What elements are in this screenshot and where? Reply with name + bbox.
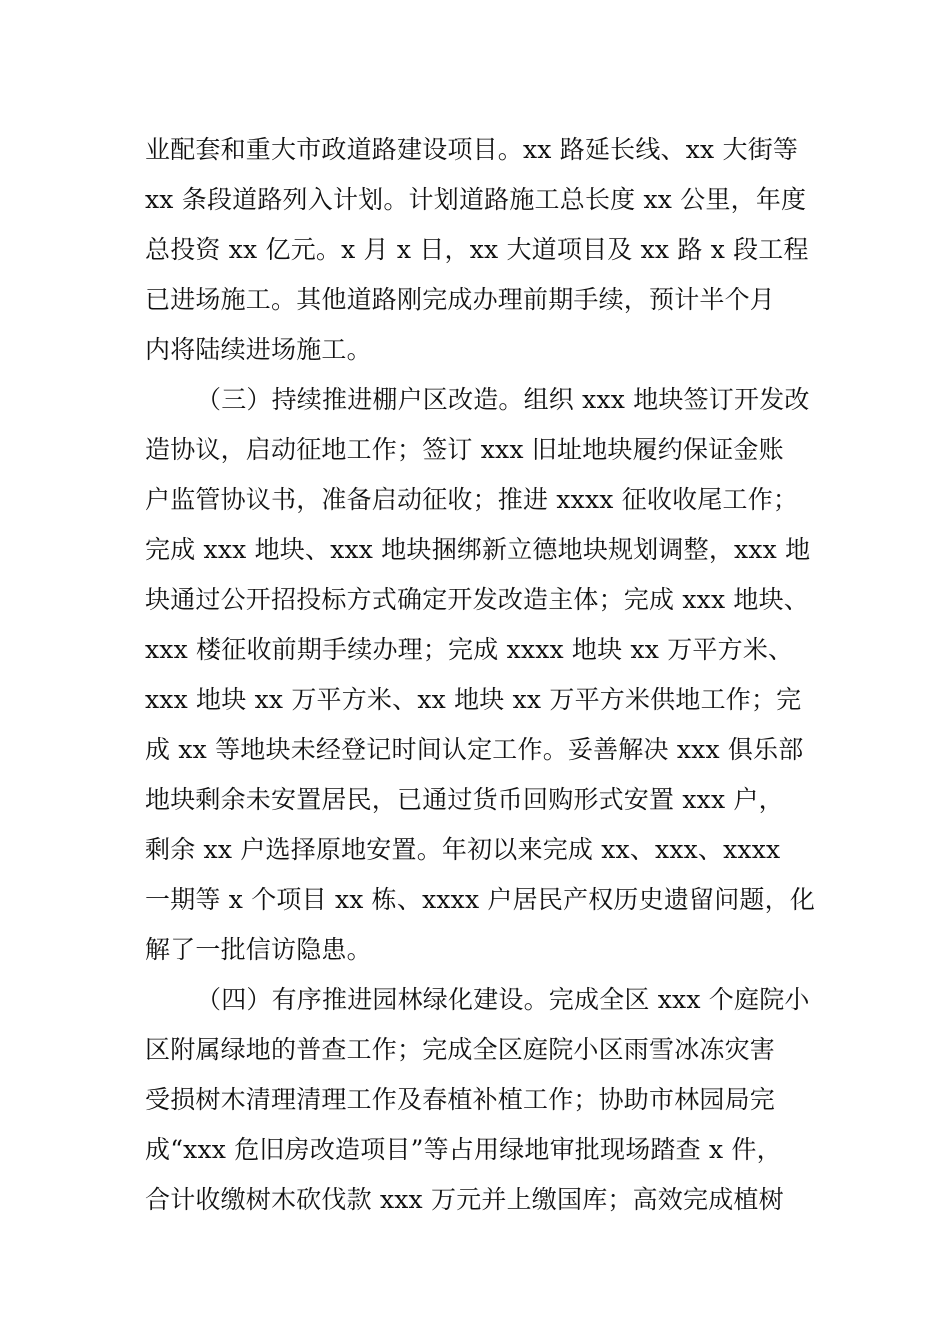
text-line: 块通过公开招投标方式确定开发改造主体；完成 xxx 地块、 [145, 585, 809, 614]
text-line: xxx 楼征收前期手续办理；完成 xxxx 地块 xx 万平方米、 [145, 635, 794, 664]
text-line: 成 xx 等地块未经登记时间认定工作。妥善解决 xxx 俱乐部 [145, 735, 804, 764]
text-line: 已进场施工。其他道路刚完成办理前期手续，预计半个月 [145, 285, 776, 314]
section-heading-line: （三）持续推进棚户区改造。组织 xxx 地块签订开发改 [196, 385, 810, 414]
text-line: 总投资 xx 亿元。x 月 x 日，xx 大道项目及 xx 路 x 段工程 [145, 235, 809, 264]
text-line: xx 条段道路列入计划。计划道路施工总长度 xx 公里，年度 [145, 185, 807, 214]
text-line: xxx 地块 xx 万平方米、xx 地块 xx 万平方米供地工作；完 [145, 685, 802, 714]
text-line: 成“xxx 危旧房改造项目”等占用绿地审批现场踏查 x 件， [145, 1135, 782, 1164]
section-heading-line: （四）有序推进园林绿化建设。完成全区 xxx 个庭院小 [196, 985, 810, 1014]
text-line: 剩余 xx 户选择原地安置。年初以来完成 xx、xxx、xxxx [145, 835, 781, 864]
text-line: 解了一批信访隐患。 [145, 935, 372, 964]
text-line: 内将陆续进场施工。 [145, 335, 372, 364]
text-line: 合计收缴树木砍伐款 xxx 万元并上缴国库；高效完成植树 [145, 1185, 784, 1214]
text-line: 完成 xxx 地块、xxx 地块捆绑新立德地块规划调整，xxx 地 [145, 535, 811, 564]
text-line: 地块剩余未安置居民，已通过货币回购形式安置 xxx 户， [145, 785, 784, 814]
text-line: 区附属绿地的普查工作；完成全区庭院小区雨雪冰冻灾害 [145, 1035, 776, 1064]
text-line: 业配套和重大市政道路建设项目。xx 路延长线、xx 大街等 [145, 135, 799, 164]
text-line: 造协议，启动征地工作；签订 xxx 旧址地块履约保证金账 [145, 435, 784, 464]
text-line: 受损树木清理清理工作及春植补植工作；协助市林园局完 [145, 1085, 776, 1114]
text-line: 户监管协议书，准备启动征收；推进 xxxx 征收收尾工作； [145, 485, 799, 514]
text-line: 一期等 x 个项目 xx 栋、xxxx 户居民产权历史遗留问题，化 [145, 885, 816, 914]
